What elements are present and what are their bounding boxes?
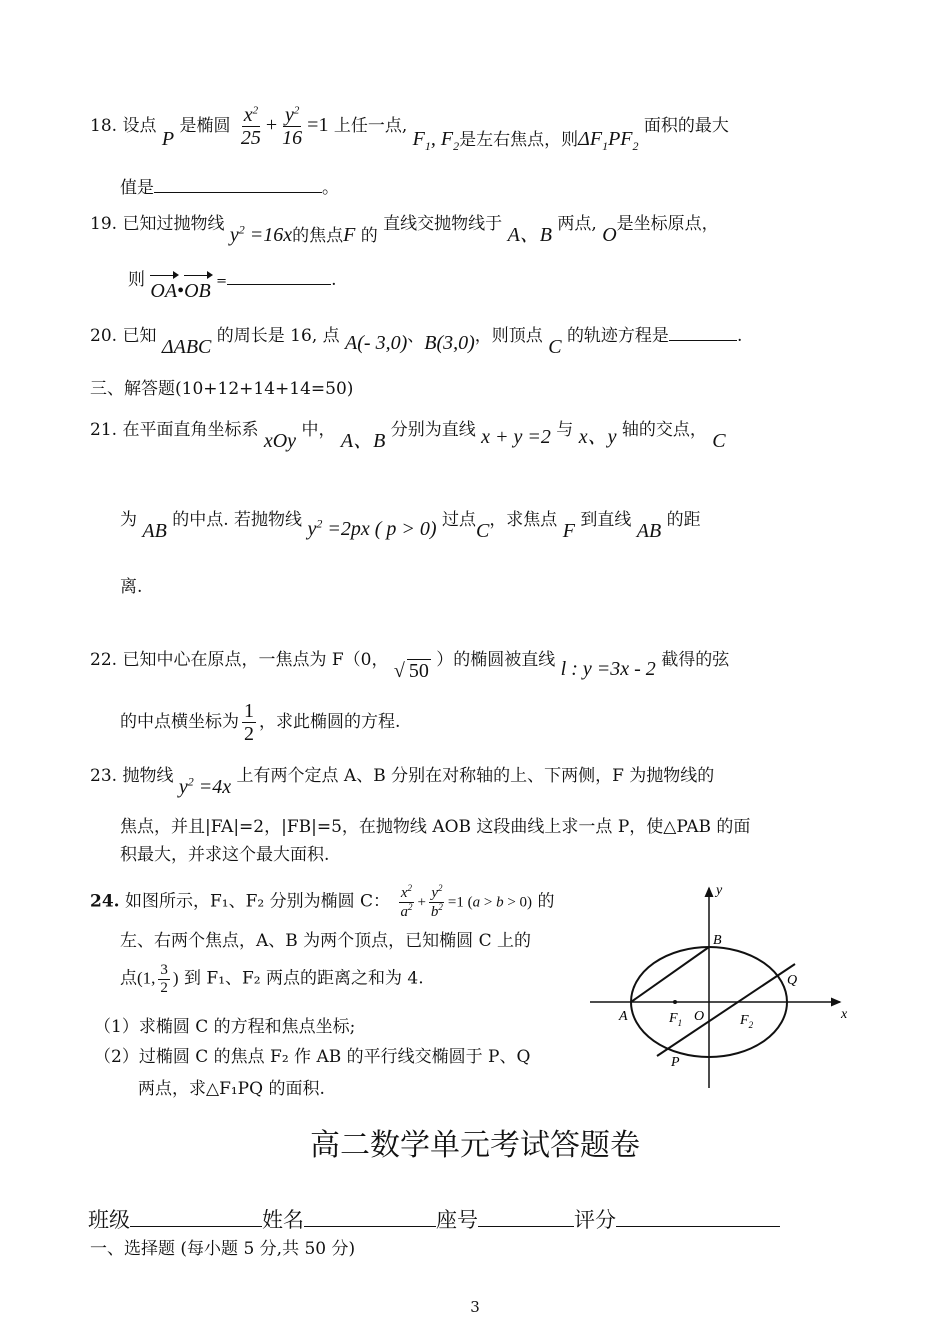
question-24-sub-3: 两点，求△F₁PQ 的面积. xyxy=(138,1079,325,1099)
y-axis-label: y xyxy=(716,883,723,898)
focus-f1-point xyxy=(673,1000,677,1004)
class-field[interactable] xyxy=(130,1204,262,1227)
section-1-heading: 一、选择题 (每小题 5 分,共 50 分) xyxy=(90,1239,356,1259)
question-19-line-2: 则 OA•OB = . xyxy=(128,270,337,302)
question-23-line-3: 积最大，并求这个最大面积. xyxy=(120,845,330,865)
point-f1-label: $F_1$ xyxy=(669,1011,683,1028)
answer-sheet-title: 高二数学单元考试答题卷 xyxy=(310,1128,640,1163)
point-q-label: Q xyxy=(787,973,798,988)
question-20: 20. 已知 ΔABC 的周长是 16, 点 A(- 3,0)、B(3,0)，则顶点 C 的轨迹方程是 . xyxy=(90,326,743,358)
seat-field[interactable] xyxy=(478,1204,574,1227)
ellipse-figure xyxy=(585,880,860,1090)
x-axis-label: x xyxy=(841,1007,848,1022)
score-label: 评分 xyxy=(574,1208,616,1232)
answer-blank[interactable] xyxy=(154,176,322,193)
question-22-line-1: 22. 已知中心在原点，一焦点为 F（0， √ 50 ）的椭圆被直线 l : y =3x - 2 截得的弦 xyxy=(90,650,730,682)
score-field[interactable] xyxy=(616,1204,780,1227)
question-18-line-1: 18. 设点 P 是椭圆 $\frac{x^2}{25}$ + $\frac{y^2}{16}$ =1 上任一点, $F_1$, $F_2$是左右焦点，则$\Delta F_1PF_2$ 面积的最大 xyxy=(90,104,729,153)
student-info-line xyxy=(88,1204,780,1234)
point-f2-label: $F_2$ xyxy=(740,1013,754,1030)
origin-label: O xyxy=(694,1009,705,1024)
answer-blank[interactable] xyxy=(669,324,737,341)
question-23-line-2: 焦点，并且|FA|=2，|FB|=5，在抛物线 AOB 这段曲线上求一点 P，使△PAB 的面 xyxy=(120,817,751,837)
point-b-label: B xyxy=(713,933,722,948)
name-label: 姓名 xyxy=(262,1208,304,1232)
question-24-line-2: 左、右两个焦点，A、B 为两个顶点，已知椭圆 C 上的 xyxy=(120,931,531,951)
seat-label: 座号 xyxy=(436,1208,478,1232)
question-24-sub-1: （1）求椭圆 C 的方程和焦点坐标; xyxy=(94,1017,356,1037)
question-19-line-1: 19. 已知过抛物线 $y^2 =16x$的焦点F 的 直线交抛物线于 A、B 两点, O是坐标原点， xyxy=(90,214,719,246)
question-21-line-1: 21. 在平面直角坐标系 xOy 中， A、B 分别为直线 x + y =2 与 x、y 轴的交点， C xyxy=(90,420,726,452)
question-21-line-3: 离. xyxy=(120,577,143,597)
question-22-line-2: 的中点横坐标为 $\frac{1}{2}$ ，求此椭圆的方程. xyxy=(120,700,401,745)
question-24-line-3: 点(1, $\frac{3}{2}$ ) 到 F₁、F₂ 两点的距离之和为 4. xyxy=(120,962,424,996)
question-24-sub-2: （2）过椭圆 C 的焦点 F₂ 作 AB 的平行线交椭圆于 P、Q xyxy=(94,1047,531,1067)
question-21-line-2: 为 AB 的中点. 若抛物线 $y^2 =2px$ ( p > 0) 过点C，求焦点 F 到直线 AB 的距 xyxy=(120,510,701,542)
fraction-y2-16: $\frac{y^2}{16}$ xyxy=(282,104,303,149)
question-18-line-2: 值是 。 xyxy=(120,178,339,198)
answer-blank[interactable] xyxy=(227,268,331,285)
section-3-heading: 三、解答题(10+12+14+14=50) xyxy=(90,379,354,399)
line-pq xyxy=(657,964,798,1056)
point-a-label: A xyxy=(619,1009,628,1024)
fraction-x2-25: $\frac{x^2}{25}$ xyxy=(240,104,261,149)
class-label: 班级 xyxy=(88,1208,130,1232)
fraction-one-half: $\frac{1}{2}$ xyxy=(244,700,254,745)
question-24-line-1: 24. 如图所示，F₁、F₂ 分别为椭圆 C： $\frac{x^2}{a^2}$ + $\frac{y^2}{b^2}$ =1 (a > b > 0) 的 xyxy=(90,883,555,920)
question-23-line-1: 23. 抛物线 $y^2 =4x$ 上有两个定点 A、B 分别在对称轴的上、下两侧，F 为抛物线的 xyxy=(90,766,715,798)
page-number: 3 xyxy=(470,1298,480,1316)
name-field[interactable] xyxy=(304,1204,436,1227)
point-p-label: P xyxy=(671,1055,680,1070)
